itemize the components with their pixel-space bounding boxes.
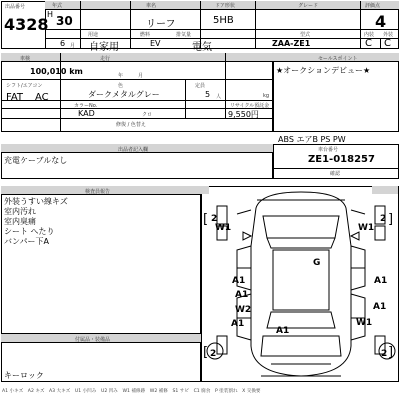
damage-mark: 2 bbox=[210, 349, 217, 359]
fuel-value: EV bbox=[150, 39, 161, 48]
color-label: 色 bbox=[118, 83, 124, 89]
seats-label: 定員 bbox=[195, 83, 206, 89]
inspector-item: 室内臭痛 bbox=[4, 217, 36, 226]
damage-mark: A1 bbox=[374, 276, 388, 286]
seller-label: 出品者記入欄 bbox=[118, 147, 149, 153]
inspection-label: 車検 bbox=[20, 56, 31, 62]
damage-mark: G bbox=[313, 258, 321, 268]
chassis-sub: 確認 bbox=[330, 171, 341, 177]
interior-value: C bbox=[365, 38, 372, 49]
interior-label: 内装 bbox=[364, 32, 375, 38]
footer-legend: A1 小キズ A2 キズ A3 大キズ U1 小凹み U2 凹み W1 補修跡 W2 補修 S1 サビ C1 腐食 P 塗装割れ X 交換要 bbox=[2, 389, 261, 394]
bracket: ] bbox=[388, 345, 394, 360]
chassis-label: 車台番号 bbox=[318, 147, 339, 153]
usage-label: 用途 bbox=[88, 32, 99, 38]
aircon-value: AC bbox=[35, 92, 49, 103]
recycle-label: リサイクル預託金 bbox=[230, 103, 270, 109]
transmission-value: FAT bbox=[6, 92, 24, 103]
equipment-value: ABS エアB PS PW bbox=[278, 135, 346, 144]
mileage-value: 100,010 km bbox=[30, 67, 83, 76]
color-type-label: クロ bbox=[142, 112, 153, 118]
lot-number: 4328 bbox=[4, 15, 49, 34]
displacement-value: 電気 bbox=[192, 42, 212, 53]
accessories-label: 付属品・装備品 bbox=[75, 337, 111, 343]
score-value: 4 bbox=[375, 12, 387, 31]
usage-value: 自家用 bbox=[89, 42, 119, 53]
seats-value: 5 bbox=[205, 90, 211, 99]
inspector-item: バンパー下A bbox=[4, 237, 49, 246]
damage-mark: 2 bbox=[211, 214, 218, 224]
damage-mark: W1 bbox=[358, 223, 375, 233]
exterior-label: 外装 bbox=[383, 32, 394, 38]
bracket: ] bbox=[388, 212, 394, 227]
accessories-value: キーロック bbox=[4, 371, 44, 380]
car-name: リーフ bbox=[146, 19, 176, 30]
doors-label: ドア形状 bbox=[215, 3, 235, 9]
capacity-unit: kg bbox=[263, 93, 270, 99]
inspector-item: 室内汚れ bbox=[4, 207, 36, 216]
color-no-label: カラーNo. bbox=[74, 103, 98, 109]
year-value: 30 bbox=[56, 14, 73, 28]
sales-label: セールスポイント bbox=[318, 56, 358, 62]
seller-note: 充電ケーブルなし bbox=[4, 156, 68, 165]
damage-mark: A1 bbox=[232, 276, 246, 286]
fuel-label: 燃料 bbox=[140, 32, 151, 38]
damage-mark: W1 bbox=[215, 223, 232, 233]
change-label: 修復 / 色替え bbox=[116, 122, 146, 128]
damage-mark: A1 bbox=[276, 326, 290, 336]
month-unit: 月 bbox=[70, 43, 76, 49]
sales-point: ★オークションデビュー★ bbox=[276, 66, 371, 75]
damage-mark: 2 bbox=[380, 214, 387, 224]
damage-mark: W2 bbox=[235, 305, 252, 315]
doors-value: 5HB bbox=[213, 15, 234, 26]
era-letter: H bbox=[47, 10, 54, 19]
exterior-value: C bbox=[384, 38, 391, 49]
score-label: 評価点 bbox=[365, 3, 381, 9]
recycle-value: 9,550円 bbox=[228, 110, 259, 119]
chassis-number: ZE1-018257 bbox=[308, 154, 375, 165]
lot-label: 出品番号 bbox=[5, 4, 26, 10]
inspector-item: 外装うすい線キズ bbox=[4, 197, 68, 206]
inspector-label: 検査員報告 bbox=[85, 189, 111, 195]
model-value: ZAA-ZE1 bbox=[272, 39, 311, 48]
damage-mark: A1 bbox=[235, 290, 249, 300]
model-label: 型式 bbox=[300, 32, 311, 38]
mileage-sub: 年 月 bbox=[118, 73, 144, 79]
bracket: [ bbox=[203, 345, 209, 360]
damage-mark: 2 bbox=[381, 349, 388, 359]
car-name-label: 車名 bbox=[146, 3, 157, 9]
color-value: ダークメタルグレー bbox=[88, 90, 160, 99]
transmission-label: シフト/エアコン bbox=[6, 83, 43, 89]
color-no-value: KAD bbox=[78, 109, 95, 118]
seats-unit: 人 bbox=[216, 94, 222, 100]
grade-label: グレード bbox=[298, 3, 319, 9]
displacement-label: 排気量 bbox=[176, 32, 192, 38]
mileage-label: 走行 bbox=[100, 56, 111, 62]
inspector-item: シート へたり bbox=[4, 227, 55, 236]
bracket: [ bbox=[203, 212, 209, 227]
damage-mark: A1 bbox=[373, 302, 387, 312]
damage-mark: A1 bbox=[231, 319, 245, 329]
damage-mark: W1 bbox=[356, 318, 373, 328]
car-outline bbox=[201, 186, 399, 382]
year-label: 年式 bbox=[52, 3, 63, 9]
month-value: 6 bbox=[60, 39, 66, 48]
